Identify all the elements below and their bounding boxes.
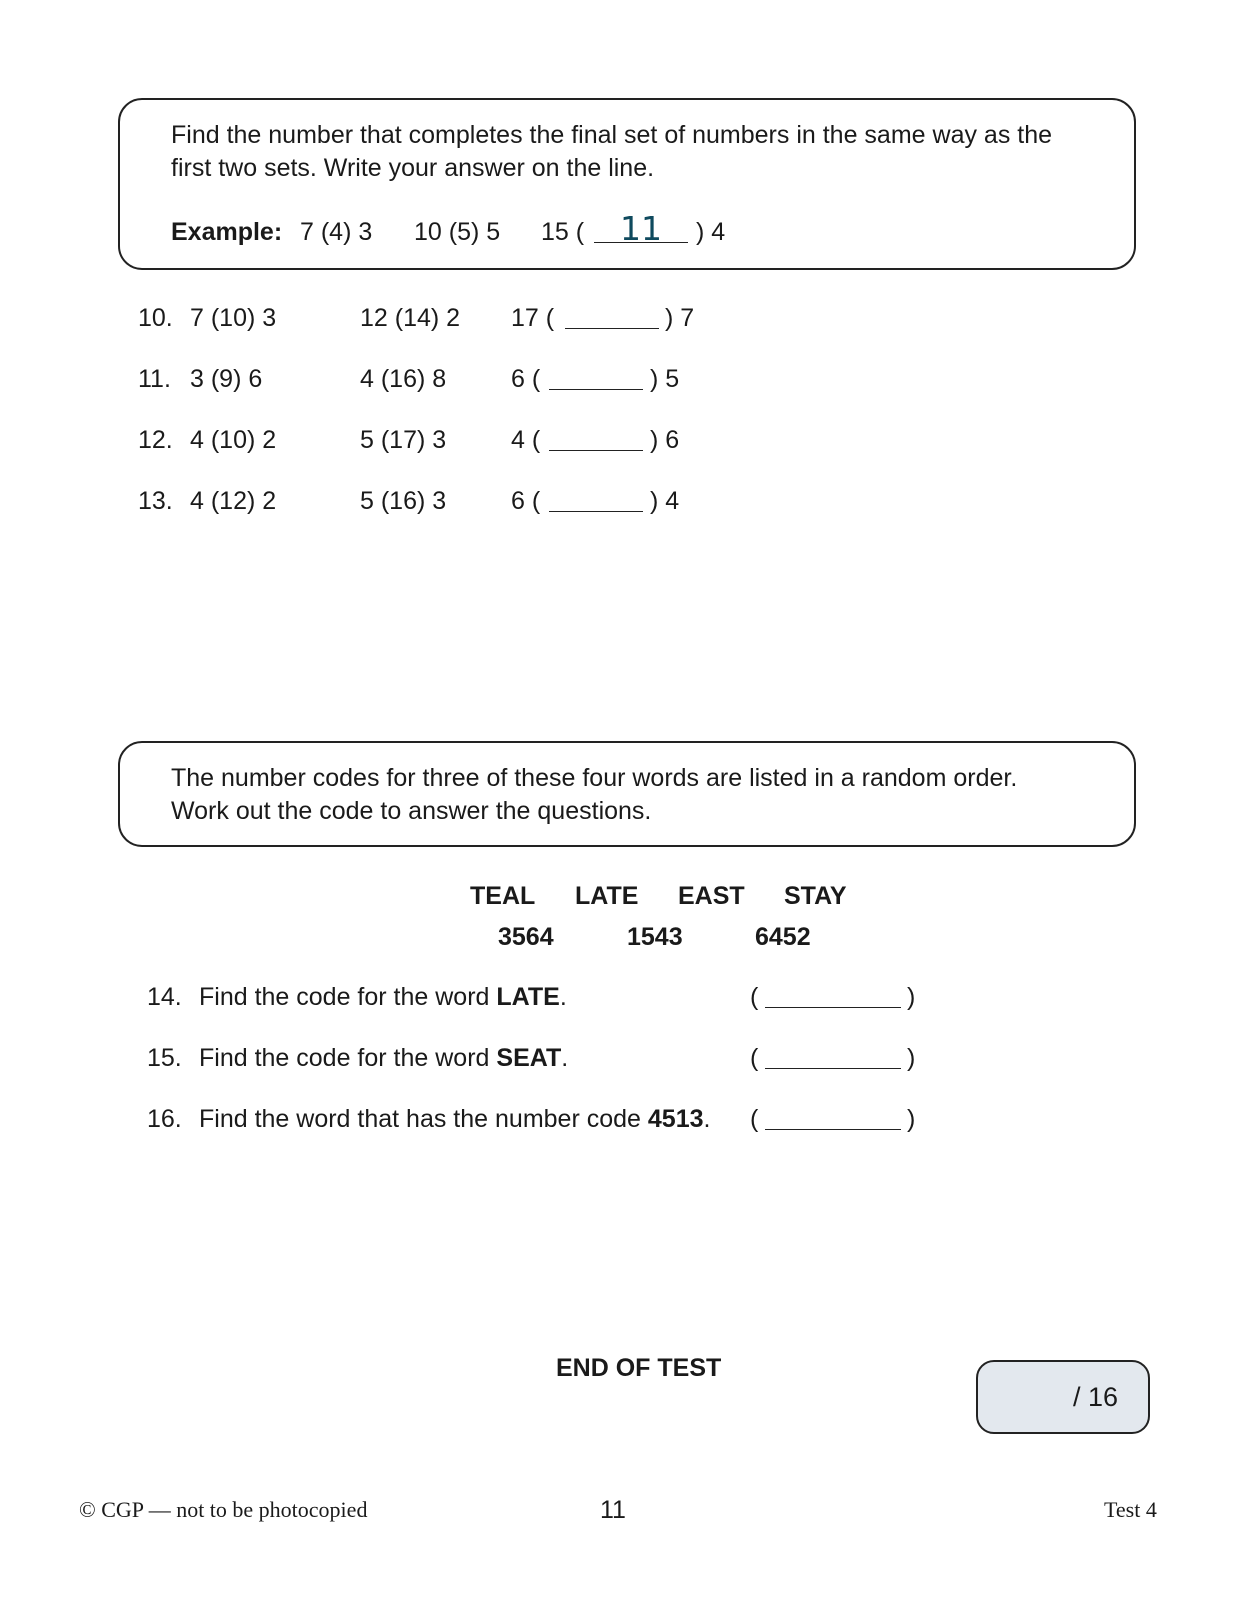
page-number: 11: [600, 1496, 626, 1524]
code-2: 1543: [627, 923, 683, 951]
question-set-3-left: 4 (: [511, 426, 541, 454]
open-paren: (: [750, 1105, 759, 1133]
instruction-line-2: first two sets. Write your answer on the line.: [171, 154, 655, 182]
example-set-2: 10 (5) 5: [414, 218, 501, 246]
end-of-test-label: END OF TEST: [556, 1354, 722, 1382]
instruction-line-2: Work out the code to answer the questions.: [171, 797, 652, 825]
question-set-1: 4 (10) 2: [190, 426, 277, 454]
question-number: 16.: [147, 1105, 182, 1133]
instruction-line-1: The number codes for three of these four words are listed in a random order.: [171, 764, 1018, 792]
open-paren: (: [750, 1044, 759, 1072]
question-text: [199, 982, 567, 1012]
example-set-3-left: 15 (: [541, 218, 585, 246]
example-set-3-right: ) 4: [696, 218, 726, 246]
question-text: [199, 1043, 568, 1073]
question-set-3-right: ) 6: [650, 426, 680, 454]
question-period: .: [559, 983, 567, 1011]
question-set-3-left: 6 (: [511, 365, 541, 393]
question-period: .: [561, 1044, 569, 1072]
example-answer: 11: [620, 209, 662, 248]
word-stay: STAY: [784, 882, 847, 910]
question-set-2: 4 (16) 8: [360, 365, 447, 393]
question-keyword: SEAT: [496, 1044, 562, 1072]
example-set-1: 7 (4) 3: [300, 218, 373, 246]
question-set-1: 4 (12) 2: [190, 487, 277, 515]
question-set-1: 3 (9) 6: [190, 365, 263, 393]
close-paren: ): [907, 983, 916, 1011]
answer-input-14[interactable]: [765, 1007, 901, 1008]
question-number: 15.: [147, 1044, 182, 1072]
question-prompt: Find the code for the word: [199, 983, 497, 1011]
question-number: 10.: [138, 304, 173, 332]
question-number: 14.: [147, 983, 182, 1011]
question-set-2: 12 (14) 2: [360, 304, 461, 332]
close-paren: ): [907, 1044, 916, 1072]
question-prompt: Find the word that has the number code: [199, 1105, 648, 1133]
answer-input-10[interactable]: [565, 328, 659, 329]
question-prompt: Find the code for the word: [199, 1044, 497, 1072]
score-box: [976, 1360, 1150, 1434]
question-set-1: 7 (10) 3: [190, 304, 277, 332]
word-late: LATE: [575, 882, 639, 910]
close-paren: ): [907, 1105, 916, 1133]
open-paren: (: [750, 983, 759, 1011]
answer-input-13[interactable]: [549, 511, 643, 512]
question-set-3-left: 17 (: [511, 304, 555, 332]
question-number: 12.: [138, 426, 173, 454]
word-east: EAST: [678, 882, 745, 910]
code-1: 3564: [498, 923, 554, 951]
word-teal: TEAL: [470, 882, 536, 910]
question-set-2: 5 (17) 3: [360, 426, 447, 454]
question-number: 11.: [138, 365, 171, 393]
code-3: 6452: [755, 923, 811, 951]
answer-input-15[interactable]: [765, 1068, 901, 1069]
question-set-3-right: ) 7: [665, 304, 695, 332]
answer-input-11[interactable]: [549, 389, 643, 390]
footer-copyright: © CGP — not to be photocopied: [79, 1497, 368, 1522]
score-total: / 16: [1073, 1382, 1119, 1412]
footer-test-label: Test 4: [1104, 1497, 1157, 1522]
question-keyword: LATE: [496, 983, 560, 1011]
question-set-3-right: ) 5: [650, 365, 680, 393]
example-row: [171, 217, 282, 247]
instruction-line-1: Find the number that completes the final set of numbers in the same way as the: [171, 121, 1053, 149]
answer-input-16[interactable]: [765, 1129, 901, 1130]
question-text: [199, 1104, 710, 1134]
question-keyword: 4513: [647, 1105, 704, 1133]
question-set-3-left: 6 (: [511, 487, 541, 515]
question-set-2: 5 (16) 3: [360, 487, 447, 515]
answer-input-12[interactable]: [549, 450, 643, 451]
question-number: 13.: [138, 487, 173, 515]
question-period: .: [703, 1105, 711, 1133]
example-label: Example:: [171, 218, 283, 246]
question-set-3-right: ) 4: [650, 487, 680, 515]
